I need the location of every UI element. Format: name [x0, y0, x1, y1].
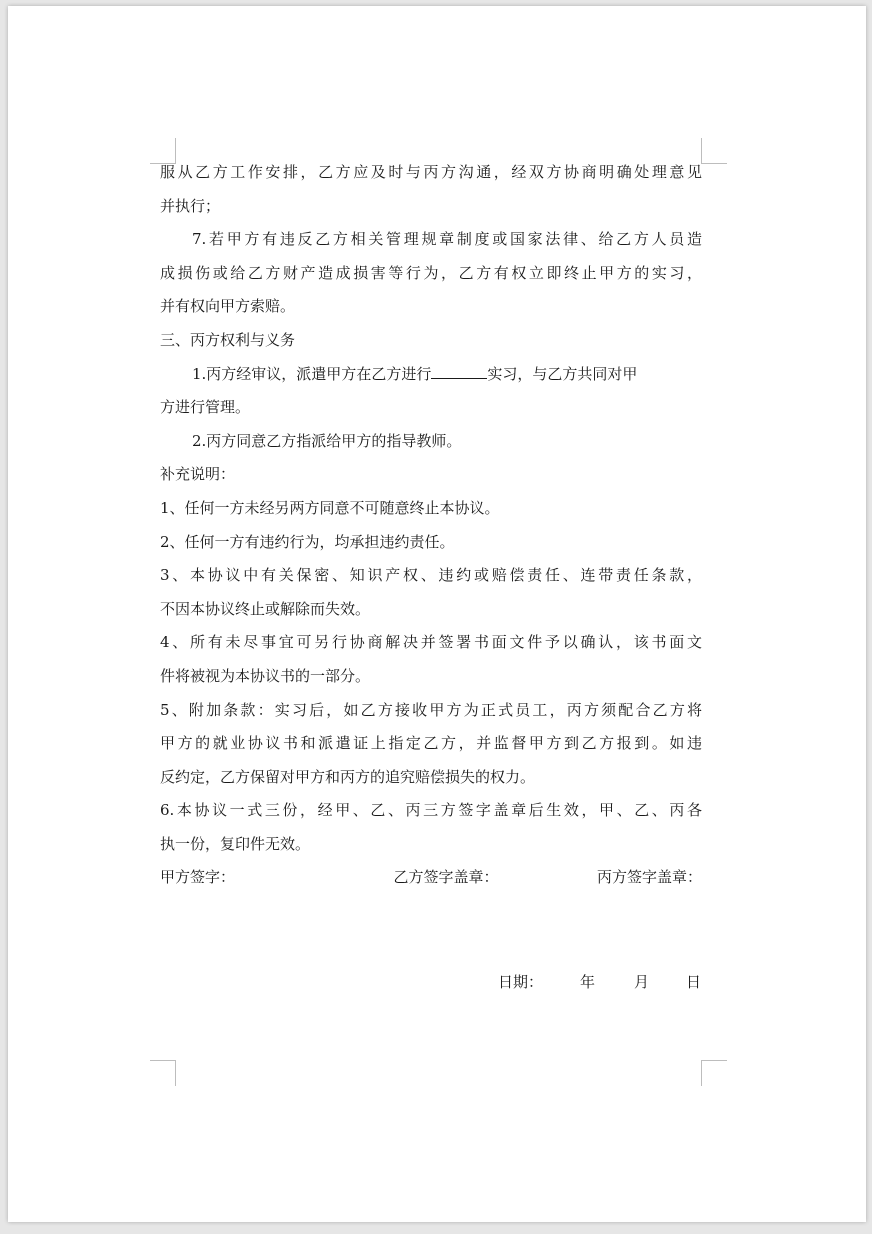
document-body	[160, 156, 702, 895]
paragraph-line	[160, 358, 702, 392]
crop-mark-bottom-left	[150, 1060, 176, 1086]
paragraph-line: 并执行；	[160, 196, 221, 215]
paragraph-line: 并有权向甲方索赔。	[160, 297, 296, 316]
party-c-signature-label: 丙方签字盖章：	[596, 868, 702, 887]
paragraph-line: 3、本协议中有关保密、知识产权、违约或赔偿责任、连带责任条款，	[160, 566, 702, 585]
party-a-signature-label: 甲方签字：	[160, 868, 236, 887]
paragraph-line: 5、附加条款：实习后，如乙方接收甲方为正式员工，丙方须配合乙方将	[160, 700, 702, 719]
paragraph-line: 执一份，复印件无效。	[160, 834, 311, 853]
section-heading: 补充说明：	[160, 465, 236, 484]
paragraph-line: 6.本协议一式三份，经甲、乙、丙三方签字盖章后生效，甲、乙、丙各	[160, 801, 702, 820]
date-row	[498, 965, 702, 999]
crop-mark-bottom-right	[701, 1060, 727, 1086]
paragraph-text: 1.丙方经审议，派遣甲方在乙方进行	[192, 364, 432, 383]
party-b-signature-label: 乙方签字盖章：	[393, 868, 499, 887]
date-day-label: 日	[686, 973, 702, 991]
paragraph-line: 2.丙方同意乙方指派给甲方的指导教师。	[192, 431, 462, 450]
paragraph-line: 7.若甲方有违反乙方相关管理规章制度或国家法律、给乙方人员造	[192, 230, 702, 249]
paragraph-line: 反约定，乙方保留对甲方和丙方的追究赔偿损失的权力。	[160, 767, 536, 786]
signature-row	[160, 861, 702, 895]
paragraph-line: 1、任何一方未经另两方同意不可随意终止本协议。	[160, 498, 500, 517]
paragraph-line: 成损伤或给乙方财产造成损害等行为，乙方有权立即终止甲方的实习，	[160, 263, 702, 282]
paragraph-line: 方进行管理。	[160, 398, 251, 417]
paragraph-line: 件将被视为本协议书的一部分。	[160, 666, 371, 685]
date-year-label: 年	[580, 973, 596, 991]
paragraph-line: 甲方的就业协议书和派遣证上指定乙方，并监督甲方到乙方报到。如违	[160, 734, 702, 753]
section-heading: 三、丙方权利与义务	[160, 330, 296, 349]
paragraph-text: 实习，与乙方共同对甲	[487, 364, 638, 383]
paragraph-line: 4、所有未尽事宜可另行协商解决并签署书面文件予以确认，该书面文	[160, 633, 702, 652]
paragraph-line: 2、任何一方有违约行为，均承担违约责任。	[160, 532, 455, 551]
paragraph-line: 不因本协议终止或解除而失效。	[160, 599, 371, 618]
date-month-label: 月	[634, 973, 650, 991]
fill-in-blank	[431, 364, 487, 379]
crop-mark-top-right	[701, 138, 727, 164]
date-label: 日期：	[498, 973, 544, 991]
paragraph-line: 服从乙方工作安排，乙方应及时与丙方沟通，经双方协商明确处理意见	[160, 163, 702, 181]
